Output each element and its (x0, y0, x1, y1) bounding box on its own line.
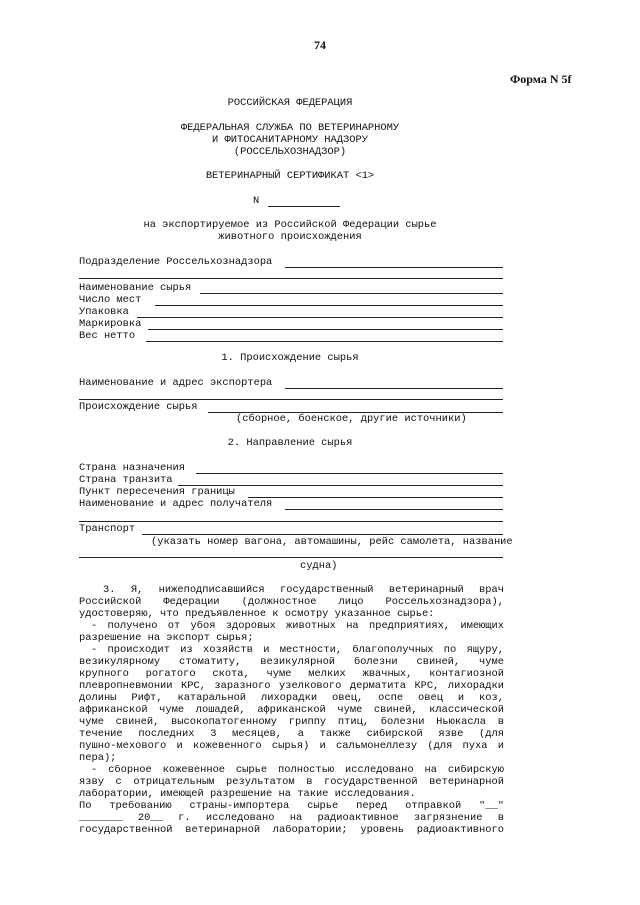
section-3-line: _______ 20__ г. исследовано на радиоактивное загрязнение в (79, 813, 504, 824)
net-weight-field[interactable] (146, 341, 503, 342)
transport-hint-2: судна) (300, 560, 338, 572)
form-label: Форма N 5f (510, 72, 572, 86)
section-3-line: государственной ветеринарной лаборатории; уровень радиоактивного (79, 825, 504, 836)
exporter-field[interactable] (285, 388, 503, 389)
header-agency: ФЕДЕРАЛЬНАЯ СЛУЖБА ПО ВЕТЕРИНАРНОМУ (180, 122, 400, 134)
destination-label: Страна назначения (79, 462, 186, 474)
section-3-line: - получено от убоя здоровых животных на предприятиях, имеющих (91, 621, 504, 632)
section-2-title: 2. Направление сырья (227, 437, 353, 449)
section-3-line: удостоверяю, что предъявленное к осмотру указанное сырье: (79, 609, 435, 620)
transport-field-2[interactable] (79, 557, 503, 558)
page-number: 74 (314, 38, 326, 52)
section-3-line: По требованию страны-импортера сырье перед отправкой "__" (79, 801, 504, 812)
marking-field[interactable] (148, 329, 503, 330)
section-3-line: Российской Федерации (должностное лицо Россельхознадзора), (79, 597, 504, 608)
division-label: Подразделение Россельхознадзора (79, 256, 273, 268)
header-agency-2: И ФИТОСАНИТАРНОМУ НАДЗОРУ (212, 134, 368, 146)
raw-name-label: Наименование сырья (79, 282, 192, 294)
section-3-text (79, 585, 504, 837)
section-3-line: разрешение на экспорт сырья; (79, 633, 254, 644)
section-3-line: пера); (79, 753, 117, 764)
section-3-line: африканской чуме лошадей, африканской чуме свиней, классической (79, 705, 504, 716)
recipient-field[interactable] (285, 509, 503, 510)
section-3-line: пушно-мехового и кожевенного сырья) и сальмонеллезу (для пуха и (79, 741, 504, 752)
header-agency-short: (РОССЕЛЬХОЗНАДЗОР) (233, 146, 347, 158)
places-field[interactable] (155, 305, 503, 306)
section-3-line: - сборное кожевенное сырье полностью исследовано на сибирскую (91, 765, 504, 776)
section-1-title: 1. Происхождение сырья (221, 352, 359, 364)
exporter-label: Наименование и адрес экспортера (79, 377, 273, 389)
origin-label: Происхождение сырья (79, 401, 198, 413)
transport-label: Транспорт (79, 523, 136, 535)
transport-hint: (указать номер вагона, автомашины, рейс самолета, название (151, 536, 513, 548)
transport-field[interactable] (142, 534, 503, 535)
recipient-label: Наименование и адрес получателя (79, 498, 273, 510)
section-3-line: язву с отрицательным результатом в государственной ветеринарной (79, 777, 504, 788)
marking-label: Маркировка (79, 318, 142, 330)
destination-field[interactable] (196, 473, 503, 474)
net-weight-label: Вес нетто (79, 330, 136, 342)
section-3-line: течение последних 3 месяцев, а также сибирской язве (для (79, 729, 504, 740)
division-field[interactable] (285, 267, 503, 268)
section-3-line: плевропневмонии КРС, заразного узелкового дерматита КРС, лихорадки (79, 681, 504, 692)
certificate-number-label: N (253, 195, 260, 207)
section-3-line: везикулярному стоматиту, везикулярной болезни свиней, чуме (79, 657, 504, 668)
recipient-field-2[interactable] (79, 521, 503, 522)
section-3-line: 3. Я, нижеподписавшийся государственный ветеринарный врач (103, 585, 504, 596)
section-3-line: крупного рогатого скота, чуме мелких жвачных, контагиозной (79, 669, 504, 680)
subtitle-line-1: на экспортируемое из Российской Федерации сырье (143, 219, 437, 231)
places-label: Число мест (79, 294, 142, 306)
subtitle-line-2: животного происхождения (218, 231, 362, 243)
section-3-line: чуме свиней, высокопатогенному гриппу птиц, болезни Ньюкасла в (79, 717, 504, 728)
origin-hint: (сборное, боенское, другие источники) (236, 413, 467, 425)
border-label: Пункт пересечения границы (79, 486, 235, 498)
certificate-title: ВЕТЕРИНАРНЫЙ СЕРТИФИКАТ <1> (205, 170, 375, 182)
packaging-field[interactable] (137, 317, 503, 318)
header-country: РОССИЙСКАЯ ФЕДЕРАЦИЯ (227, 97, 353, 109)
raw-name-field[interactable] (200, 293, 503, 294)
transit-label: Страна транзита (79, 474, 173, 486)
packaging-label: Упаковка (79, 306, 129, 318)
certificate-number-field[interactable] (268, 206, 340, 207)
division-field-2[interactable] (79, 278, 503, 279)
border-field[interactable] (248, 497, 503, 498)
section-3-line: долины Рифт, катаральной лихорадки овец, оспе овец и коз, (79, 693, 504, 704)
section-3-line: - происходит из хозяйств и местности, благополучных по ящуру, (91, 645, 504, 656)
exporter-field-2[interactable] (79, 399, 503, 400)
section-3-line: лаборатории, имеющей разрешение на такие исследования. (79, 789, 416, 800)
